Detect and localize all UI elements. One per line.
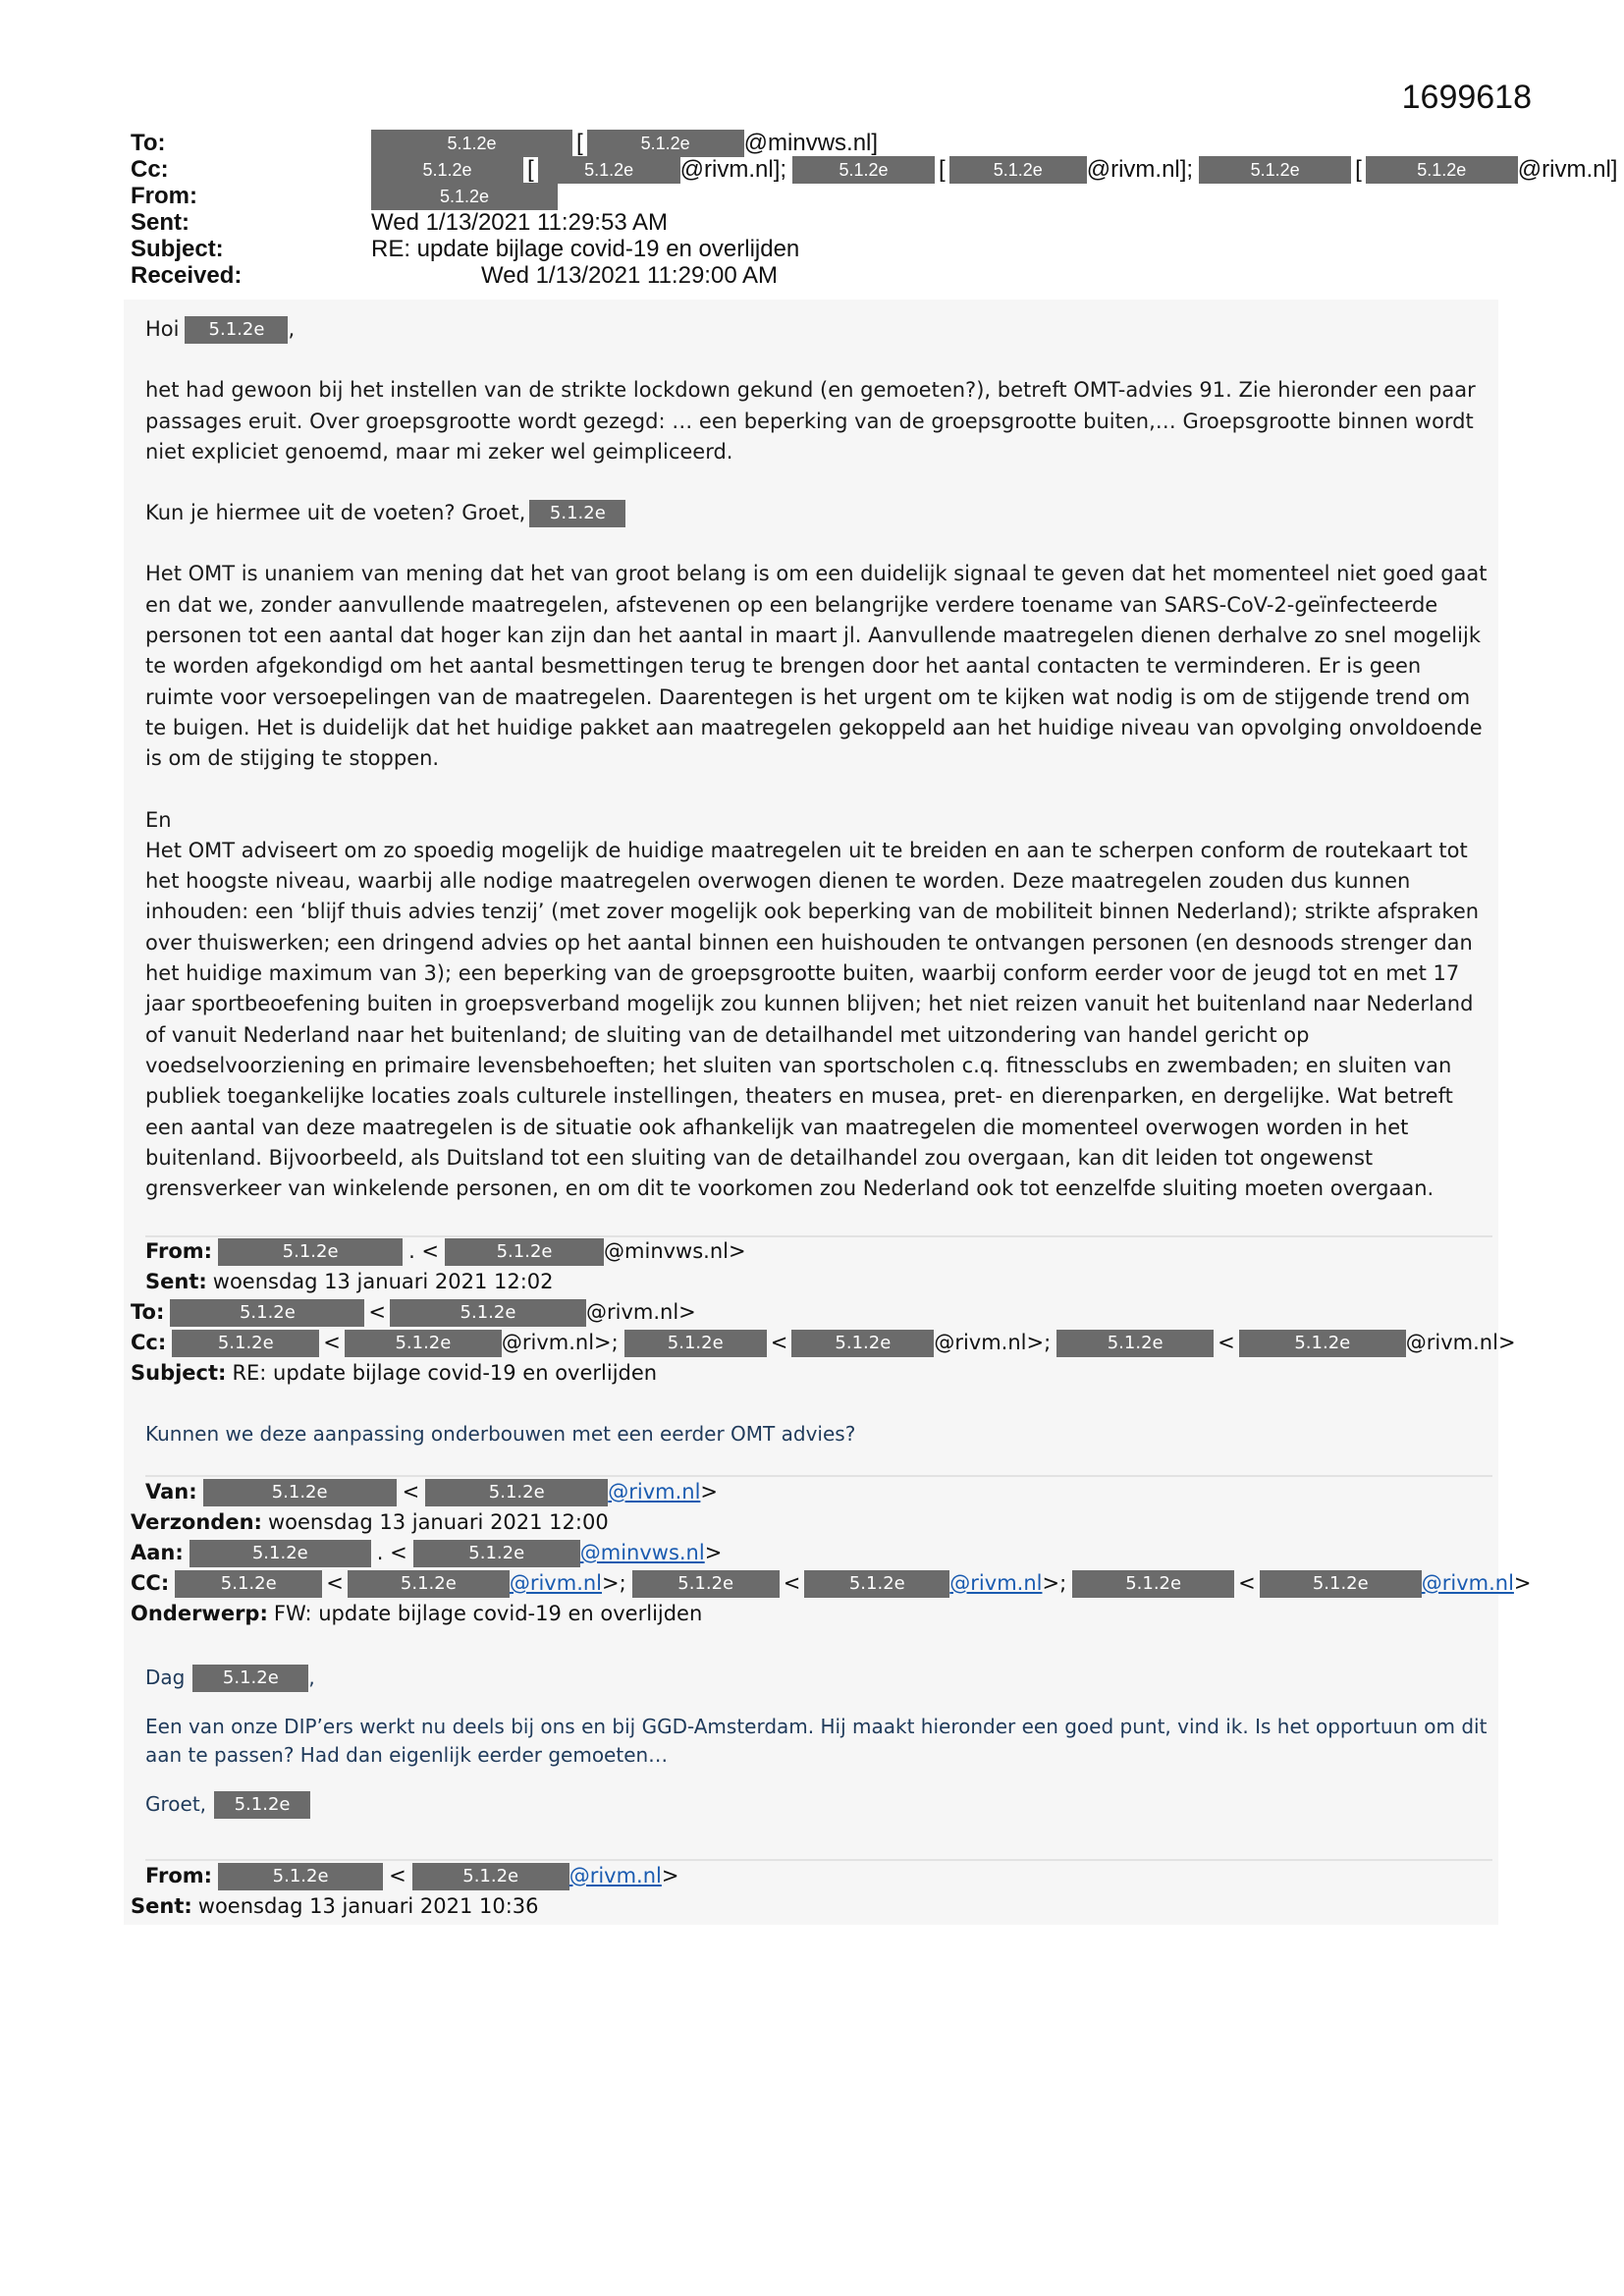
aan-address-link[interactable]: @minvws.nl (579, 1541, 705, 1564)
redaction-box: 5.1.2e (792, 156, 935, 184)
paragraph: Een van onze DIP’ers werkt nu deels bij ons en bij GGD-Amsterdam. Hij maakt hieronder een goed punt, vind ik. Is het opportuun om dit aan te passen? Had dan eigenlijk eerder gemoeten… (145, 1715, 1488, 1768)
from-row: From: 5.1.2e < 5.1.2e @rivm.nl > (145, 1861, 678, 1891)
subject-label: Subject: (131, 1361, 227, 1385)
received-label: Received: (131, 262, 243, 289)
aan-row: Aan: 5.1.2e . < 5.1.2e @minvws.nl > (131, 1538, 1532, 1568)
redaction-box: 5.1.2e (175, 1570, 322, 1598)
closing: Groet, (145, 1792, 207, 1817)
cc-address-link-3[interactable]: @rivm.nl (1421, 1571, 1514, 1595)
from-row: From: 5.1.2e . < 5.1.2e @minvws.nl> (145, 1236, 746, 1267)
redaction-box: 5.1.2e (218, 1238, 403, 1266)
paragraph: En (145, 807, 172, 832)
closing-text: Kun je hiermee uit de voeten? Groet, (145, 501, 526, 525)
message-4-header-cont (131, 1891, 539, 1922)
to-address: @rivm.nl> (585, 1300, 696, 1324)
header-from-row (131, 183, 1617, 209)
redaction-box: 5.1.2e (425, 1479, 608, 1506)
redaction-box: 5.1.2e (949, 156, 1087, 184)
message-3-body (145, 1663, 1490, 1821)
redaction-box: 5.1.2e (172, 1330, 319, 1357)
redaction-box: 5.1.2e (371, 156, 523, 184)
van-row: Van: 5.1.2e < 5.1.2e @rivm.nl > (145, 1477, 718, 1507)
verzonden-value: woensdag 13 januari 2021 12:00 (267, 1510, 609, 1534)
greeting: Dag (145, 1666, 186, 1689)
van-label: Van: (145, 1480, 197, 1503)
header-to-row: To: 5.1.2e [ 5.1.2e @minvws.nl] (131, 130, 879, 156)
subject-value: RE: update bijlage covid-19 en overlijden (371, 236, 800, 262)
van-address-link[interactable]: @rivm.nl (608, 1480, 701, 1503)
redaction-box: 5.1.2e (412, 1863, 569, 1890)
redaction-box: 5.1.2e (170, 1299, 364, 1327)
onderwerp-value: FW: update bijlage covid-19 en overlijden (273, 1602, 703, 1625)
sent-label: Sent: (131, 1894, 192, 1918)
to-address: @minvws.nl] (743, 130, 879, 156)
cc-address-2: @rivm.nl]; (1086, 156, 1194, 183)
redaction-box: 5.1.2e (1199, 156, 1351, 184)
redaction-box: 5.1.2e (371, 183, 558, 210)
from-address-link[interactable]: @rivm.nl (568, 1864, 662, 1887)
greeting-line: Hoi 5.1.2e , (145, 314, 1490, 345)
redaction-box: 5.1.2e (192, 1665, 308, 1692)
sent-label: Sent: (131, 209, 189, 236)
sent-value: Wed 1/13/2021 11:29:53 AM (371, 209, 669, 236)
sent-row (145, 1267, 746, 1297)
aan-label: Aan: (131, 1541, 184, 1564)
sent-value: woensdag 13 januari 2021 10:36 (197, 1894, 539, 1918)
sent-label: Sent: (145, 1270, 207, 1293)
redaction-box: 5.1.2e (413, 1540, 580, 1567)
email-header (131, 130, 1617, 289)
verzonden-label: Verzonden: (131, 1510, 262, 1534)
message-2-header-cont (131, 1297, 1516, 1389)
redaction-box: 5.1.2e (445, 1238, 604, 1266)
paragraph (145, 498, 1490, 528)
redaction-box: 5.1.2e (1260, 1570, 1422, 1598)
redaction-box: 5.1.2e (390, 1299, 586, 1327)
redaction-box: 5.1.2e (345, 1330, 502, 1357)
sent-row (131, 1891, 539, 1922)
redaction-box: 5.1.2e (203, 1479, 397, 1506)
closing-line (145, 1789, 1490, 1820)
paragraph: het had gewoon bij het instellen van de strikte lockdown gekund (en gemoeten?), betreft OMT-advies 91. Zie hieronder een paar passages eruit. Over groepsgrootte wordt gezegd: … een beperking van de groepsgrootte buiten,… Groepsgrootte binnen wordt niet expliciet genoemd, maar mi zeker wel geimpliceerd. (145, 378, 1476, 464)
paragraph: Het OMT is unaniem van mening dat het van groot belang is om een duidelijk signaal te geven dat het momenteel niet goed gaat en dat we, zonder aanvullende maatregelen, afstevenen op een belangrijke verdere toename van SARS-CoV-2-geïnfecteerde personen tot een aantal dat hoger kan zijn dan het aantal in maart jl. Aanvullende maatregelen dienen derhalve zo snel mogelijk te worden afgekondigd om het aantal besmettingen terug te brengen door het aantal contacten te verminderen. Er is geen ruimte voor versoepelingen van de maatregelen. Daarentegen is het urgent om te kijken wat nodig is om de stijgende trend om te buigen. Het is duidelijk dat het huidige pakket aan maatregelen gekoppeld aan het huidige niveau van opvolging onvoldoende is om de stijging te stoppen. (145, 562, 1488, 771)
from-label: From: (145, 1239, 213, 1263)
message-2-header (145, 1236, 746, 1297)
redaction-box: 5.1.2e (185, 316, 288, 344)
header-cc-row: Cc: 5.1.2e [ 5.1.2e @rivm.nl]; 5.1.2e [ 5.1.2e @rivm.nl]; 5.1.2e [ 5.1.2e @rivm.nl] (131, 156, 1618, 183)
onderwerp-row (131, 1599, 1532, 1629)
message-2-body: Kunnen we deze aanpassing onderbouwen met een eerder OMT advies? (145, 1422, 856, 1446)
redaction-box: 5.1.2e (791, 1330, 934, 1357)
redaction-box: 5.1.2e (624, 1330, 767, 1357)
cc-address-3: @rivm.nl] (1517, 156, 1618, 183)
cc-label: Cc: (131, 1331, 167, 1354)
paragraph: Het OMT adviseert om zo spoedig mogelijk de huidige maatregelen uit te breiden en aan te scherpen conform de routekaart tot het hoogste niveau, waarbij alle nodige maatregelen overwogen dienen te worden. Deze maatregelen zouden dus kunnen inhouden: een ‘blijf thuis advies tenzij’ (met zover mogelijk ook beperking van de mobiliteit binnen Nederland); strikte afspraken over thuiswerken; een dringend advies op het aantal binnen een huishouden te ontvangen personen (en desnoods strenger dan het huidige maximum van 3); een beperking van de groepsgrootte buiten, waarbij conform eerder voor de jeugd tot en met 17 jaar sportbeoefening buiten in groepsverband mogelijk zou kunnen blijven; het niet reizen vanuit het buitenland naar Nederland of vanuit Nederland naar het buitenland; de sluiting van de detailhandel met uitzondering van handel gericht op voedselvoorziening en primaire levensbehoeften; het sluiten van sportscholen c.q. fitnessclubs en zwembaden; en sluiten van publiek toegankelijke locaties zoals culturele instellingen, theaters en musea, pret- en dierenparken, en dergelijke. Wat betreft een aantal van deze maatregelen is de situatie ook afhankelijk van maatregelen die momenteel overwogen worden in het buitenland. Bijvoorbeeld, als Duitsland tot een sluiting van de detailhandel zou overgaan, kan dit leiden tot ongewenst grensverkeer van winkelende personen, en om dit te voorkomen zou Nederland ook tot eenzelfde sluiting moeten overgaan. (145, 838, 1480, 1201)
subject-label: Subject: (131, 236, 224, 262)
message-3-header (145, 1477, 718, 1507)
message-4-header (145, 1861, 678, 1891)
received-value: Wed 1/13/2021 11:29:00 AM (481, 262, 779, 289)
message-3-header-cont (131, 1507, 1532, 1629)
subject-value: RE: update bijlage covid-19 en overlijden (232, 1361, 658, 1385)
cc-label: CC: (131, 1571, 170, 1595)
redaction-box: 5.1.2e (189, 1540, 371, 1567)
cc-address-link-1[interactable]: @rivm.nl (509, 1571, 603, 1595)
redaction-box: 5.1.2e (1239, 1330, 1406, 1357)
redaction-box: 5.1.2e (348, 1570, 510, 1598)
to-label: To: (131, 130, 166, 156)
cc-address-2: @rivm.nl>; (934, 1331, 1052, 1354)
from-label: From: (131, 183, 197, 209)
redaction-box: 5.1.2e (529, 500, 625, 527)
cc-row: Cc: 5.1.2e < 5.1.2e @rivm.nl>; 5.1.2e < 5.1.2e @rivm.nl>; 5.1.2e < 5.1.2e @rivm.nl> (131, 1328, 1516, 1358)
from-address: @minvws.nl> (604, 1239, 746, 1263)
cc-address-3: @rivm.nl> (1405, 1331, 1516, 1354)
verzonden-row (131, 1507, 1532, 1538)
message-1-body (145, 314, 1490, 1204)
redaction-box: 5.1.2e (804, 1570, 949, 1598)
cc-row: CC: 5.1.2e < 5.1.2e @rivm.nl >; 5.1.2e < 5.1.2e @rivm.nl >; 5.1.2e < 5.1.2e @rivm.nl > (131, 1568, 1532, 1599)
redaction-box: 5.1.2e (1366, 156, 1518, 184)
cc-address-link-2[interactable]: @rivm.nl (949, 1571, 1043, 1595)
redaction-box: 5.1.2e (538, 156, 680, 184)
cc-address-1: @rivm.nl>; (501, 1331, 619, 1354)
redaction-box: 5.1.2e (214, 1791, 310, 1819)
redaction-box: 5.1.2e (1072, 1570, 1234, 1598)
cc-label: Cc: (131, 156, 169, 183)
header-subject-row (131, 236, 1617, 262)
greeting: Hoi (145, 317, 180, 341)
redaction-box: 5.1.2e (218, 1863, 383, 1890)
sent-value: woensdag 13 januari 2021 12:02 (212, 1270, 554, 1293)
cc-address-1: @rivm.nl]; (679, 156, 787, 183)
redaction-box: 5.1.2e (587, 130, 744, 157)
greeting-line: Dag 5.1.2e , (145, 1663, 1490, 1693)
from-label: From: (145, 1864, 213, 1887)
onderwerp-label: Onderwerp: (131, 1602, 268, 1625)
redaction-box: 5.1.2e (1056, 1330, 1214, 1357)
redaction-box: 5.1.2e (632, 1570, 780, 1598)
subject-row (131, 1358, 1516, 1389)
document-id: 1699618 (1401, 79, 1532, 116)
to-row: To: 5.1.2e < 5.1.2e @rivm.nl> (131, 1297, 1516, 1328)
header-received-row (131, 262, 1617, 289)
header-sent-row (131, 209, 1617, 236)
redaction-box: 5.1.2e (371, 130, 572, 157)
to-label: To: (131, 1300, 165, 1324)
